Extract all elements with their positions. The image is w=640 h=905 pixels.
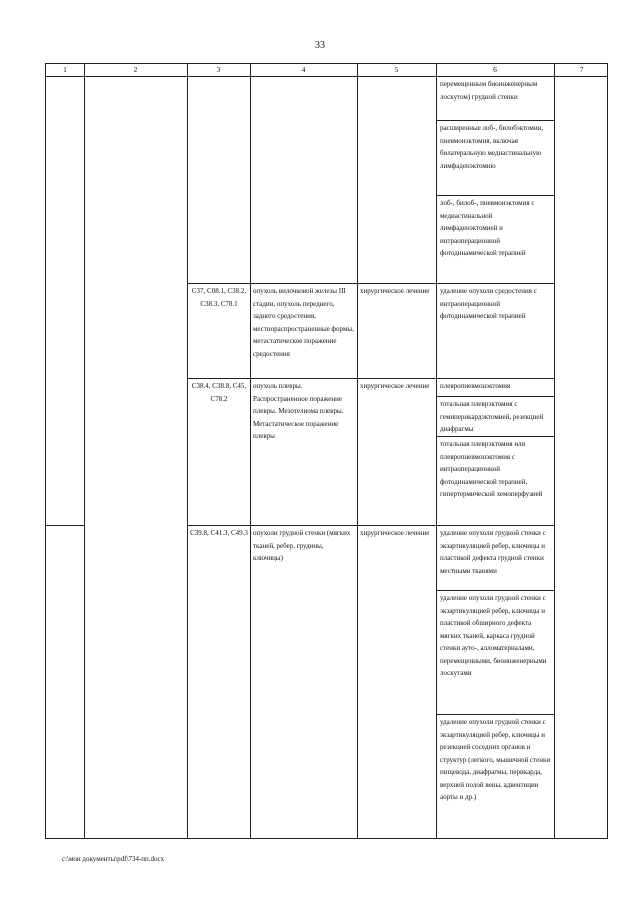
method-cell: удаление опухоли грудной стенки с экзартикуляцией ребер, ключицы и пластикой обширного дефекта мягких тканей, каркаса грудной стенки ауто-, алломатериалами, перемещенными, биоинженерными лоскутами — [440, 594, 547, 677]
row-divider — [46, 525, 84, 526]
header-col-3: 3 — [216, 65, 221, 74]
icd-codes-cell: C37, C08.1, C38.2, C38.3, C78.1 — [191, 287, 247, 308]
method-divider — [436, 590, 554, 591]
header-col-5: 5 — [394, 65, 399, 74]
header-col-1: 1 — [63, 65, 67, 74]
diagnosis-cell: опухоли грудной стенки (мягких тканей, ребер, грудины, ключицы) — [253, 529, 351, 562]
page-number: 33 — [315, 40, 325, 51]
diagnosis-cell: опухоль плевры. Распространенное поражение плевры. Мезотелиома плевры. Метастатическое поражение плевры — [253, 382, 344, 440]
method-cell: расширенные лоб-, билобэктомии, пневмонэктомия, включая билатеральную медиастинальную лимфаденэктомию — [440, 124, 544, 170]
method-cell: тотальная плеврэктомия или плевропневмонэктомия с интраоперационной фотодинамической терапией, гипертермической хемоперфузией — [440, 440, 543, 498]
column-divider — [250, 64, 251, 838]
treatment-type-cell: хирургическое лечение — [360, 529, 430, 537]
treatment-type-cell: хирургическое лечение — [360, 382, 430, 390]
method-divider — [436, 195, 554, 196]
column-divider — [357, 64, 358, 838]
header-col-6: 6 — [493, 65, 497, 74]
icd-codes-cell: C39.8, C41.3, C49.3 — [190, 529, 248, 537]
method-divider — [436, 714, 554, 715]
column-divider — [436, 64, 437, 838]
row-divider — [187, 525, 554, 526]
icd-codes-cell: C38.4, C38.8, C45, C78.2 — [191, 382, 247, 403]
method-cell: удаление опухоли грудной стенки с экзартикуляцией ребер, ключицы и резекцией соседних органов и структур (легкого, мышечной стенки пищевода, диафрагмы, перикарда, верхней полой вены, адвентиции аорты и др.) — [440, 718, 551, 801]
header-divider — [46, 76, 607, 77]
treatment-table — [45, 63, 608, 839]
method-cell: удаление опухоли средостения с интраоперационной фотодинамической терапией — [440, 287, 537, 320]
column-divider — [554, 64, 555, 838]
header-col-2: 2 — [133, 65, 138, 74]
method-cell: лоб-, билоб-, пневмонэктомия с медиастинальной лимфаденэктомией и интраоперационной фотодинамической терапией — [440, 199, 535, 257]
row-divider — [187, 378, 554, 379]
diagnosis-cell: опухоль вилочковой железы III стадии, опухоль переднего, заднего средостения, местнораспространенные формы, метастатическое поражение средостения — [253, 287, 354, 358]
column-divider — [84, 64, 85, 838]
method-cell: удаление опухоли грудной стенки с экзартикуляцией ребер, ключицы и пластикой дефекта грудной стенки местными тканями — [440, 529, 546, 575]
file-path-footer: c:\мои документы\pdf\734-пп.docx — [62, 855, 165, 863]
method-divider — [436, 120, 554, 121]
method-divider — [436, 396, 554, 397]
header-col-4: 4 — [301, 65, 306, 74]
treatment-type-cell: хирургическое лечение — [360, 287, 430, 295]
method-cell: плевропневмонэктомия — [440, 382, 511, 390]
method-cell: перемещенным биоинженерным лоскутом) грудной стенки — [440, 80, 538, 101]
column-divider — [187, 64, 188, 838]
row-divider — [187, 283, 554, 284]
method-divider — [436, 436, 554, 437]
header-col-7: 7 — [579, 65, 584, 74]
method-cell: тотальная плеврэктомия с гемиперикардэктомией, резекцией диафрагмы — [440, 400, 544, 433]
